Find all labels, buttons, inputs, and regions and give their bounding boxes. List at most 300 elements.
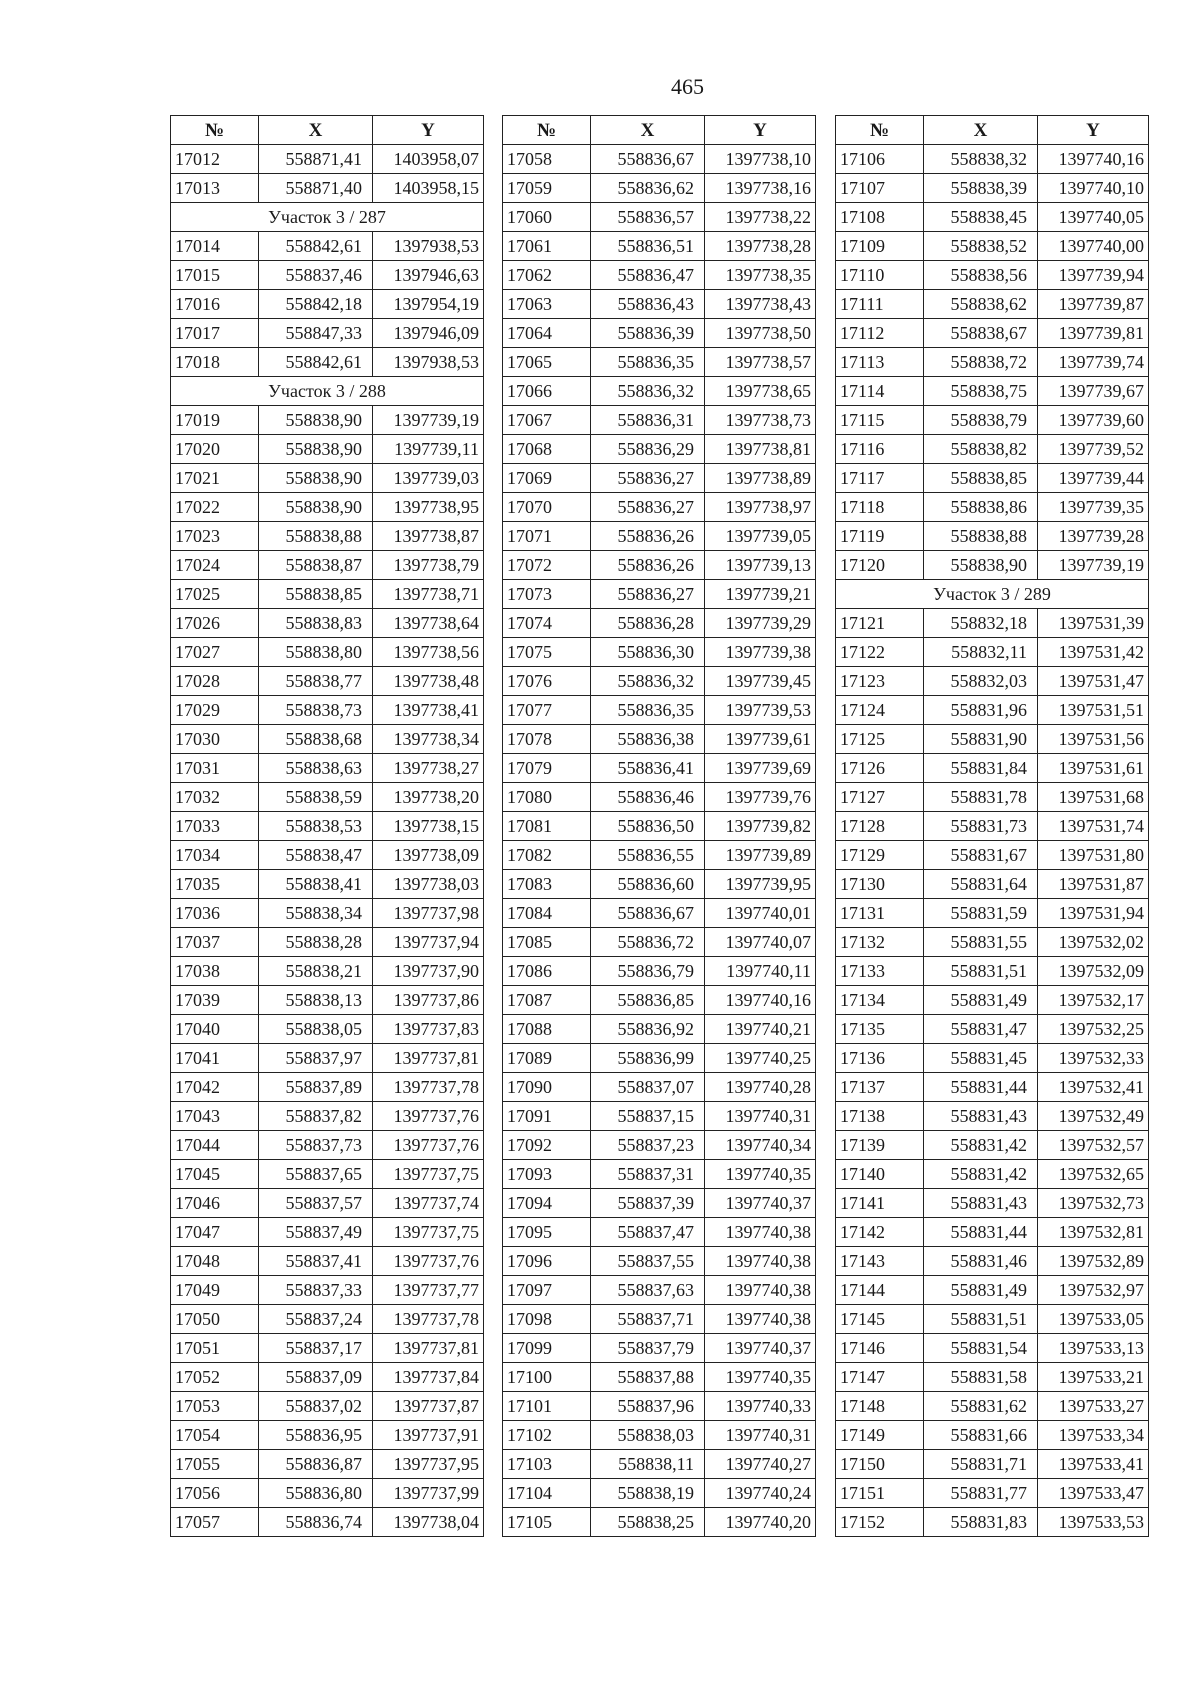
y-coordinate-cell: 1397737,90 — [373, 957, 484, 986]
table-row — [503, 464, 816, 493]
point-number-cell: 17054 — [171, 1421, 259, 1450]
x-coordinate-cell: 558836,47 — [591, 261, 705, 290]
y-coordinate-cell: 1397737,91 — [373, 1421, 484, 1450]
point-number-cell: 17057 — [171, 1508, 259, 1537]
y-coordinate-cell: 1397532,41 — [1038, 1073, 1149, 1102]
point-number-cell: 17058 — [503, 145, 591, 174]
y-coordinate-cell: 1397532,49 — [1038, 1102, 1149, 1131]
table-header-row — [503, 116, 816, 145]
x-coordinate-cell: 558836,26 — [591, 522, 705, 551]
y-coordinate-cell: 1397739,19 — [373, 406, 484, 435]
x-coordinate-cell: 558837,71 — [591, 1305, 705, 1334]
y-coordinate-cell: 1397740,16 — [1038, 145, 1149, 174]
table-row — [171, 609, 484, 638]
y-coordinate-cell: 1397740,38 — [705, 1218, 816, 1247]
y-coordinate-cell: 1397740,24 — [705, 1479, 816, 1508]
y-coordinate-cell: 1397737,86 — [373, 986, 484, 1015]
table-row — [836, 725, 1149, 754]
x-coordinate-cell: 558837,15 — [591, 1102, 705, 1131]
table-row — [836, 1508, 1149, 1537]
table-row — [503, 493, 816, 522]
x-coordinate-cell: 558832,18 — [924, 609, 1038, 638]
x-coordinate-cell: 558836,62 — [591, 174, 705, 203]
point-number-cell: 17055 — [171, 1450, 259, 1479]
y-coordinate-cell: 1397738,64 — [373, 609, 484, 638]
y-coordinate-cell: 1397739,11 — [373, 435, 484, 464]
table-row — [836, 1363, 1149, 1392]
x-coordinate-cell: 558837,33 — [259, 1276, 373, 1305]
y-coordinate-cell: 1397738,15 — [373, 812, 484, 841]
coordinates-table-1 — [170, 115, 484, 1537]
point-number-cell: 17038 — [171, 957, 259, 986]
y-coordinate-cell: 1397737,75 — [373, 1218, 484, 1247]
table-row — [171, 812, 484, 841]
point-number-cell: 17035 — [171, 870, 259, 899]
point-number-cell: 17118 — [836, 493, 924, 522]
point-number-cell: 17047 — [171, 1218, 259, 1247]
x-coordinate-cell: 558842,61 — [259, 232, 373, 261]
x-coordinate-cell: 558838,28 — [259, 928, 373, 957]
point-number-cell: 17152 — [836, 1508, 924, 1537]
point-number-cell: 17015 — [171, 261, 259, 290]
table-row — [836, 377, 1149, 406]
y-coordinate-cell: 1397740,34 — [705, 1131, 816, 1160]
table-row — [836, 1189, 1149, 1218]
x-coordinate-cell: 558837,88 — [591, 1363, 705, 1392]
point-number-cell: 17018 — [171, 348, 259, 377]
y-coordinate-cell: 1397531,87 — [1038, 870, 1149, 899]
y-coordinate-cell: 1397737,94 — [373, 928, 484, 957]
y-coordinate-cell: 1397532,57 — [1038, 1131, 1149, 1160]
x-coordinate-cell: 558831,84 — [924, 754, 1038, 783]
x-coordinate-cell: 558831,55 — [924, 928, 1038, 957]
y-coordinate-cell: 1397531,56 — [1038, 725, 1149, 754]
y-coordinate-cell: 1397737,76 — [373, 1131, 484, 1160]
point-number-cell: 17140 — [836, 1160, 924, 1189]
y-coordinate-cell: 1397739,05 — [705, 522, 816, 551]
y-coordinate-cell: 1397740,31 — [705, 1102, 816, 1131]
table-row — [171, 870, 484, 899]
point-number-cell: 17087 — [503, 986, 591, 1015]
point-number-cell: 17138 — [836, 1102, 924, 1131]
table-row — [503, 261, 816, 290]
x-coordinate-cell: 558838,77 — [259, 667, 373, 696]
table-row — [171, 1276, 484, 1305]
point-number-cell: 17023 — [171, 522, 259, 551]
x-coordinate-cell: 558836,55 — [591, 841, 705, 870]
point-number-cell: 17098 — [503, 1305, 591, 1334]
x-coordinate-cell: 558836,27 — [591, 464, 705, 493]
y-coordinate-cell: 1397739,81 — [1038, 319, 1149, 348]
point-number-cell: 17105 — [503, 1508, 591, 1537]
point-number-cell: 17093 — [503, 1160, 591, 1189]
point-number-cell: 17106 — [836, 145, 924, 174]
x-coordinate-cell: 558836,80 — [259, 1479, 373, 1508]
table-row — [503, 812, 816, 841]
x-coordinate-cell: 558836,38 — [591, 725, 705, 754]
y-coordinate-cell: 1397737,87 — [373, 1392, 484, 1421]
y-coordinate-cell: 1397533,41 — [1038, 1450, 1149, 1479]
point-number-cell: 17121 — [836, 609, 924, 638]
x-coordinate-cell: 558838,32 — [924, 145, 1038, 174]
x-coordinate-cell: 558838,83 — [259, 609, 373, 638]
y-coordinate-cell: 1397738,56 — [373, 638, 484, 667]
point-number-cell: 17136 — [836, 1044, 924, 1073]
x-coordinate-cell: 558838,90 — [259, 406, 373, 435]
y-coordinate-cell: 1397739,95 — [705, 870, 816, 899]
y-coordinate-cell: 1397738,97 — [705, 493, 816, 522]
point-number-cell: 17028 — [171, 667, 259, 696]
table-row — [836, 667, 1149, 696]
y-coordinate-cell: 1397532,73 — [1038, 1189, 1149, 1218]
table-row — [503, 377, 816, 406]
point-number-cell: 17126 — [836, 754, 924, 783]
table-row — [171, 1363, 484, 1392]
x-coordinate-cell: 558837,02 — [259, 1392, 373, 1421]
column-header-number: № — [171, 116, 259, 145]
y-coordinate-cell: 1397738,27 — [373, 754, 484, 783]
y-coordinate-cell: 1397739,19 — [1038, 551, 1149, 580]
point-number-cell: 17130 — [836, 870, 924, 899]
table-row — [503, 406, 816, 435]
table-row — [836, 232, 1149, 261]
table-row — [171, 783, 484, 812]
table-row — [171, 1131, 484, 1160]
y-coordinate-cell: 1397738,79 — [373, 551, 484, 580]
table-row — [836, 812, 1149, 841]
point-number-cell: 17119 — [836, 522, 924, 551]
point-number-cell: 17144 — [836, 1276, 924, 1305]
y-coordinate-cell: 1397739,89 — [705, 841, 816, 870]
x-coordinate-cell: 558838,79 — [924, 406, 1038, 435]
table-row — [503, 1131, 816, 1160]
x-coordinate-cell: 558832,11 — [924, 638, 1038, 667]
y-coordinate-cell: 1397737,98 — [373, 899, 484, 928]
point-number-cell: 17062 — [503, 261, 591, 290]
column-header-x: X — [591, 116, 705, 145]
x-coordinate-cell: 558836,57 — [591, 203, 705, 232]
table-row — [171, 1479, 484, 1508]
table-row — [503, 290, 816, 319]
x-coordinate-cell: 558836,79 — [591, 957, 705, 986]
table-header-row — [836, 116, 1149, 145]
point-number-cell: 17091 — [503, 1102, 591, 1131]
point-number-cell: 17013 — [171, 174, 259, 203]
y-coordinate-cell: 1397738,65 — [705, 377, 816, 406]
point-number-cell: 17137 — [836, 1073, 924, 1102]
y-coordinate-cell: 1397531,39 — [1038, 609, 1149, 638]
y-coordinate-cell: 1403958,07 — [373, 145, 484, 174]
y-coordinate-cell: 1397738,22 — [705, 203, 816, 232]
point-number-cell: 17088 — [503, 1015, 591, 1044]
x-coordinate-cell: 558838,62 — [924, 290, 1038, 319]
table-row — [171, 725, 484, 754]
table-row — [171, 1450, 484, 1479]
y-coordinate-cell: 1397738,89 — [705, 464, 816, 493]
y-coordinate-cell: 1397739,21 — [705, 580, 816, 609]
x-coordinate-cell: 558838,82 — [924, 435, 1038, 464]
y-coordinate-cell: 1397738,35 — [705, 261, 816, 290]
table-row — [503, 725, 816, 754]
y-coordinate-cell: 1397533,27 — [1038, 1392, 1149, 1421]
point-number-cell: 17122 — [836, 638, 924, 667]
x-coordinate-cell: 558836,35 — [591, 696, 705, 725]
x-coordinate-cell: 558837,97 — [259, 1044, 373, 1073]
table-row — [503, 1363, 816, 1392]
table-row — [836, 1334, 1149, 1363]
x-coordinate-cell: 558838,90 — [259, 464, 373, 493]
point-number-cell: 17104 — [503, 1479, 591, 1508]
coordinates-table-3 — [835, 115, 1149, 1537]
table-row — [171, 928, 484, 957]
table-row — [503, 1160, 816, 1189]
x-coordinate-cell: 558838,41 — [259, 870, 373, 899]
table-header-row — [171, 116, 484, 145]
table-row — [836, 1247, 1149, 1276]
y-coordinate-cell: 1397532,02 — [1038, 928, 1149, 957]
table-row — [171, 986, 484, 1015]
section-title: Участок 3 / 288 — [171, 377, 484, 406]
point-number-cell: 17117 — [836, 464, 924, 493]
y-coordinate-cell: 1397737,95 — [373, 1450, 484, 1479]
y-coordinate-cell: 1403958,15 — [373, 174, 484, 203]
x-coordinate-cell: 558838,25 — [591, 1508, 705, 1537]
point-number-cell: 17059 — [503, 174, 591, 203]
x-coordinate-cell: 558836,27 — [591, 580, 705, 609]
x-coordinate-cell: 558838,11 — [591, 1450, 705, 1479]
y-coordinate-cell: 1397739,38 — [705, 638, 816, 667]
x-coordinate-cell: 558836,67 — [591, 145, 705, 174]
y-coordinate-cell: 1397938,53 — [373, 232, 484, 261]
table-row — [171, 899, 484, 928]
x-coordinate-cell: 558837,39 — [591, 1189, 705, 1218]
x-coordinate-cell: 558836,26 — [591, 551, 705, 580]
column-header-y: Y — [373, 116, 484, 145]
x-coordinate-cell: 558831,83 — [924, 1508, 1038, 1537]
point-number-cell: 17128 — [836, 812, 924, 841]
table-row — [836, 1276, 1149, 1305]
table-row — [503, 899, 816, 928]
y-coordinate-cell: 1397738,81 — [705, 435, 816, 464]
y-coordinate-cell: 1397738,20 — [373, 783, 484, 812]
x-coordinate-cell: 558831,49 — [924, 986, 1038, 1015]
x-coordinate-cell: 558837,89 — [259, 1073, 373, 1102]
table-row — [171, 1160, 484, 1189]
y-coordinate-cell: 1397740,38 — [705, 1247, 816, 1276]
point-number-cell: 17142 — [836, 1218, 924, 1247]
table-row — [171, 667, 484, 696]
y-coordinate-cell: 1397533,34 — [1038, 1421, 1149, 1450]
y-coordinate-cell: 1397739,45 — [705, 667, 816, 696]
y-coordinate-cell: 1397532,81 — [1038, 1218, 1149, 1247]
x-coordinate-cell: 558837,82 — [259, 1102, 373, 1131]
point-number-cell: 17056 — [171, 1479, 259, 1508]
x-coordinate-cell: 558838,90 — [259, 493, 373, 522]
point-number-cell: 17134 — [836, 986, 924, 1015]
table-row — [171, 1189, 484, 1218]
y-coordinate-cell: 1397738,73 — [705, 406, 816, 435]
point-number-cell: 17041 — [171, 1044, 259, 1073]
table-row — [836, 1218, 1149, 1247]
y-coordinate-cell: 1397946,63 — [373, 261, 484, 290]
y-coordinate-cell: 1397737,83 — [373, 1015, 484, 1044]
y-coordinate-cell: 1397737,81 — [373, 1334, 484, 1363]
y-coordinate-cell: 1397532,65 — [1038, 1160, 1149, 1189]
point-number-cell: 17151 — [836, 1479, 924, 1508]
point-number-cell: 17120 — [836, 551, 924, 580]
point-number-cell: 17086 — [503, 957, 591, 986]
table-row — [503, 1218, 816, 1247]
point-number-cell: 17068 — [503, 435, 591, 464]
y-coordinate-cell: 1397531,80 — [1038, 841, 1149, 870]
y-coordinate-cell: 1397740,38 — [705, 1305, 816, 1334]
x-coordinate-cell: 558838,88 — [259, 522, 373, 551]
x-coordinate-cell: 558831,51 — [924, 1305, 1038, 1334]
x-coordinate-cell: 558838,68 — [259, 725, 373, 754]
point-number-cell: 17083 — [503, 870, 591, 899]
x-coordinate-cell: 558838,53 — [259, 812, 373, 841]
y-coordinate-cell: 1397737,99 — [373, 1479, 484, 1508]
x-coordinate-cell: 558838,56 — [924, 261, 1038, 290]
table-row — [171, 435, 484, 464]
y-coordinate-cell: 1397740,28 — [705, 1073, 816, 1102]
y-coordinate-cell: 1397737,74 — [373, 1189, 484, 1218]
column-header-number: № — [503, 116, 591, 145]
x-coordinate-cell: 558831,58 — [924, 1363, 1038, 1392]
point-number-cell: 17021 — [171, 464, 259, 493]
table-row — [503, 841, 816, 870]
table-row — [836, 493, 1149, 522]
x-coordinate-cell: 558842,18 — [259, 290, 373, 319]
x-coordinate-cell: 558836,92 — [591, 1015, 705, 1044]
y-coordinate-cell: 1397739,03 — [373, 464, 484, 493]
x-coordinate-cell: 558837,49 — [259, 1218, 373, 1247]
y-coordinate-cell: 1397740,01 — [705, 899, 816, 928]
point-number-cell: 17034 — [171, 841, 259, 870]
table-row — [836, 1450, 1149, 1479]
point-number-cell: 17115 — [836, 406, 924, 435]
table-row — [836, 290, 1149, 319]
y-coordinate-cell: 1397954,19 — [373, 290, 484, 319]
x-coordinate-cell: 558847,33 — [259, 319, 373, 348]
point-number-cell: 17092 — [503, 1131, 591, 1160]
y-coordinate-cell: 1397738,10 — [705, 145, 816, 174]
x-coordinate-cell: 558838,90 — [924, 551, 1038, 580]
x-coordinate-cell: 558831,43 — [924, 1102, 1038, 1131]
x-coordinate-cell: 558836,39 — [591, 319, 705, 348]
x-coordinate-cell: 558831,77 — [924, 1479, 1038, 1508]
point-number-cell: 17036 — [171, 899, 259, 928]
point-number-cell: 17101 — [503, 1392, 591, 1421]
section-row — [171, 377, 484, 406]
table-row — [836, 551, 1149, 580]
table-row — [171, 638, 484, 667]
table-row — [836, 435, 1149, 464]
table-row — [836, 319, 1149, 348]
table-row — [171, 319, 484, 348]
y-coordinate-cell: 1397532,89 — [1038, 1247, 1149, 1276]
x-coordinate-cell: 558836,29 — [591, 435, 705, 464]
x-coordinate-cell: 558831,96 — [924, 696, 1038, 725]
point-number-cell: 17109 — [836, 232, 924, 261]
point-number-cell: 17077 — [503, 696, 591, 725]
x-coordinate-cell: 558836,67 — [591, 899, 705, 928]
x-coordinate-cell: 558831,46 — [924, 1247, 1038, 1276]
x-coordinate-cell: 558837,07 — [591, 1073, 705, 1102]
point-number-cell: 17079 — [503, 754, 591, 783]
table-row — [836, 464, 1149, 493]
x-coordinate-cell: 558838,88 — [924, 522, 1038, 551]
y-coordinate-cell: 1397738,28 — [705, 232, 816, 261]
point-number-cell: 17072 — [503, 551, 591, 580]
table-row — [836, 928, 1149, 957]
table-row — [171, 754, 484, 783]
x-coordinate-cell: 558837,55 — [591, 1247, 705, 1276]
table-row — [836, 957, 1149, 986]
y-coordinate-cell: 1397739,44 — [1038, 464, 1149, 493]
x-coordinate-cell: 558836,46 — [591, 783, 705, 812]
point-number-cell: 17143 — [836, 1247, 924, 1276]
column-header-x: X — [259, 116, 373, 145]
x-coordinate-cell: 558836,50 — [591, 812, 705, 841]
table-row — [836, 754, 1149, 783]
point-number-cell: 17063 — [503, 290, 591, 319]
point-number-cell: 17146 — [836, 1334, 924, 1363]
point-number-cell: 17096 — [503, 1247, 591, 1276]
y-coordinate-cell: 1397739,53 — [705, 696, 816, 725]
table-row — [836, 348, 1149, 377]
section-title: Участок 3 / 287 — [171, 203, 484, 232]
y-coordinate-cell: 1397738,50 — [705, 319, 816, 348]
x-coordinate-cell: 558831,42 — [924, 1131, 1038, 1160]
point-number-cell: 17032 — [171, 783, 259, 812]
y-coordinate-cell: 1397737,77 — [373, 1276, 484, 1305]
table-row — [503, 580, 816, 609]
table-row — [503, 1305, 816, 1334]
y-coordinate-cell: 1397737,78 — [373, 1305, 484, 1334]
table-row — [171, 232, 484, 261]
y-coordinate-cell: 1397531,68 — [1038, 783, 1149, 812]
x-coordinate-cell: 558838,03 — [591, 1421, 705, 1450]
table-row — [171, 145, 484, 174]
x-coordinate-cell: 558837,23 — [591, 1131, 705, 1160]
x-coordinate-cell: 558837,31 — [591, 1160, 705, 1189]
x-coordinate-cell: 558838,67 — [924, 319, 1038, 348]
table-row — [503, 1247, 816, 1276]
point-number-cell: 17052 — [171, 1363, 259, 1392]
y-coordinate-cell: 1397739,13 — [705, 551, 816, 580]
table-row — [171, 464, 484, 493]
table-row — [836, 261, 1149, 290]
x-coordinate-cell: 558836,99 — [591, 1044, 705, 1073]
point-number-cell: 17026 — [171, 609, 259, 638]
point-number-cell: 17066 — [503, 377, 591, 406]
y-coordinate-cell: 1397740,00 — [1038, 232, 1149, 261]
y-coordinate-cell: 1397738,04 — [373, 1508, 484, 1537]
table-row — [171, 174, 484, 203]
point-number-cell: 17085 — [503, 928, 591, 957]
table-row — [836, 783, 1149, 812]
x-coordinate-cell: 558838,80 — [259, 638, 373, 667]
y-coordinate-cell: 1397533,21 — [1038, 1363, 1149, 1392]
y-coordinate-cell: 1397531,51 — [1038, 696, 1149, 725]
table-row — [836, 1160, 1149, 1189]
table-row — [503, 1479, 816, 1508]
x-coordinate-cell: 558838,47 — [259, 841, 373, 870]
column-header-x: X — [924, 116, 1038, 145]
x-coordinate-cell: 558838,85 — [924, 464, 1038, 493]
x-coordinate-cell: 558831,66 — [924, 1421, 1038, 1450]
